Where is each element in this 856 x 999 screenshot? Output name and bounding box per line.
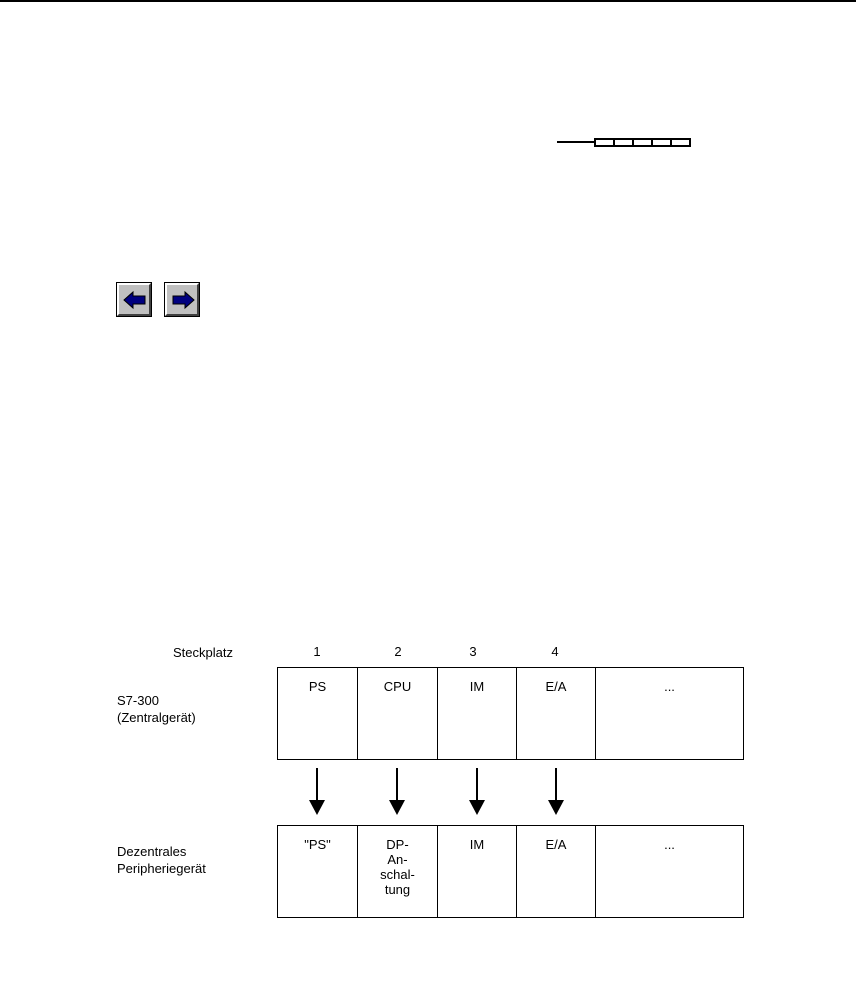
back-button[interactable] [117,283,151,316]
rack-module: CPU [358,668,438,759]
rack-module: E/A [517,826,596,917]
rack-module: IM [438,668,517,759]
slot-number: 3 [469,644,477,659]
scale-bar [594,138,691,147]
scale-cell [634,140,653,145]
rack-module: ... [664,837,675,852]
rack-module: PS [278,668,358,759]
remote-rack [277,825,744,918]
down-arrow-icon [547,768,565,816]
rack-module: DP- An- schal- tung [358,826,438,917]
slot-number: 2 [394,644,402,659]
scale-cell [672,140,689,145]
scale-cell [653,140,672,145]
slot-label: Steckplatz [173,645,233,660]
scale-cell [596,140,615,145]
down-arrow-icon [388,768,406,816]
remote-unit-label: Dezentrales Peripheriegerät [117,844,206,876]
scale-cell [615,140,634,145]
rack-module: E/A [517,668,596,759]
central-rack [277,667,744,760]
rack-module: ... [664,679,675,694]
rack-module: "PS" [278,826,358,917]
arrow-left-icon [122,289,148,311]
forward-button[interactable] [165,283,199,316]
arrow-right-icon [170,289,196,311]
slot-number: 1 [313,644,321,659]
rack-module: IM [438,826,517,917]
central-unit-label: S7-300 (Zentralgerät) [117,693,196,725]
scale-line [557,141,595,143]
down-arrow-icon [308,768,326,816]
down-arrow-icon [468,768,486,816]
top-rule [0,0,856,2]
slot-number: 4 [551,644,559,659]
